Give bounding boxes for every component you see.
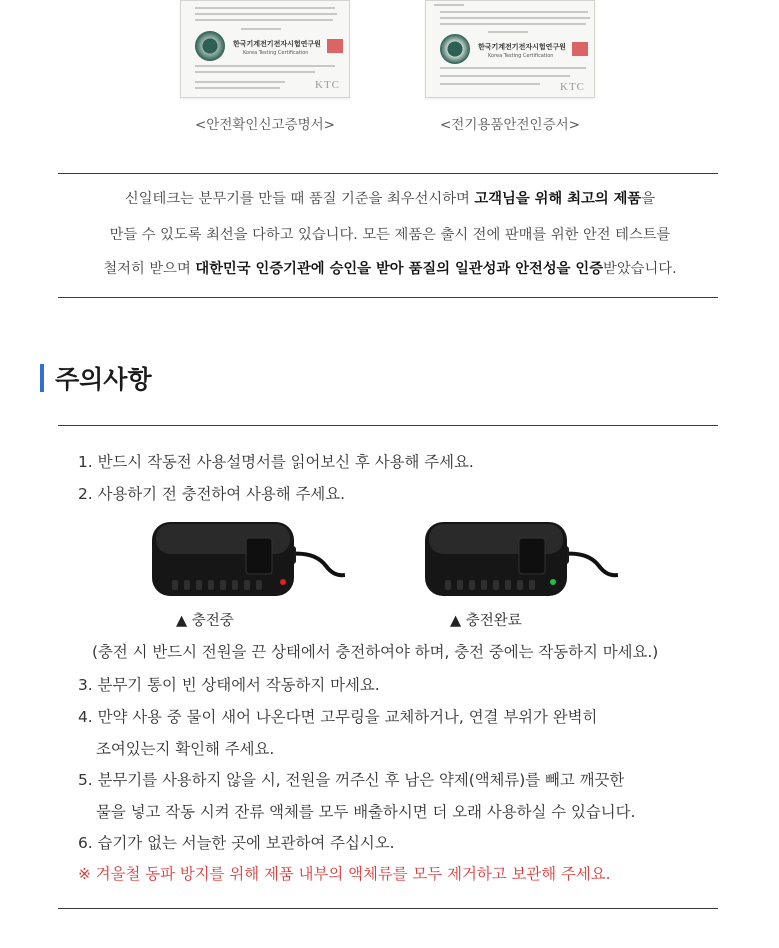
section-accent-bar [40,364,44,392]
ktc-logo: KTC [315,79,340,91]
intro-line-2: 만들 수 있도록 최선을 다하고 있습니다. 모든 제품은 출시 전에 판매를 위한 안전 테스트를 [109,227,671,243]
certificate-caption-electrical-safety: <전기용품안전인증서> [440,117,580,133]
precaution-item-6: 6. 습기가 없는 서늘한 곳에 보관하여 주십시오. [78,834,395,852]
divider [58,425,718,426]
red-stamp-icon [327,39,343,53]
caption-charge-complete: ▲ 충전완료 [450,613,522,629]
caption-charging: ▲ 충전중 [176,613,234,629]
precaution-item-4-continued: 조여있는지 확인해 주세요. [96,740,275,758]
precaution-item-1: 1. 반드시 작동전 사용설명서를 읽어보신 후 사용해 주세요. [78,453,474,471]
ktc-logo: KTC [560,81,585,93]
certificate-image-safety-confirmation [180,0,350,98]
precaution-item-5-continued: 물을 넣고 작동 시켜 잔류 액체를 모두 배출하시면 더 오래 사용하실 수 있습니다. [96,803,636,821]
complete-led-green [550,579,556,585]
intro-line-1-emphasis: 고객님을 위해 최고의 제품 [474,191,642,207]
precaution-item-3: 3. 분무기 통이 빈 상태에서 작동하지 마세요. [78,676,380,694]
winter-warning: ※ 겨울철 동파 방지를 위해 제품 내부의 액체류를 모두 제거하고 보관해 주세요. [78,865,611,883]
divider [58,908,718,909]
charging-note: (충전 시 반드시 전원을 끈 상태에서 충전하여야 하며, 충전 중에는 작동하지 마세요.) [92,643,659,661]
intro-line-3-text: 철저히 받으며 [103,261,196,277]
certificate-caption-safety-confirmation: <안전확인신고증명서> [195,117,335,133]
precaution-item-2: 2. 사용하기 전 충전하여 사용해 주세요. [78,485,346,503]
certificate-org-name: 한국기계전기전자시험연구원 [478,43,566,51]
section-title: 주의사항 [55,365,152,394]
red-stamp-icon [572,42,588,56]
charger-adapter-charging-image [150,518,345,600]
intro-line-3-emphasis: 대한민국 인증기관에 승인을 받아 품질의 일관성과 안전성을 인증 [195,261,604,277]
certificate-org-sub: Korea Testing Certification [488,53,554,59]
intro-line-1-text: 신일테크는 분무기를 만들 때 품질 기준을 최우선시하며 [124,191,475,207]
intro-line-1 [58,188,722,208]
certificate-org-sub: Korea Testing Certification [243,50,309,56]
intro-line-3-end: 받았습니다. [603,261,677,277]
precaution-item-4: 4. 만약 사용 중 물이 새어 나온다면 고무링을 교체하거나, 연결 부위가 완벽히 [78,708,598,726]
divider [58,297,718,298]
divider [58,173,718,174]
intro-line-1-end: 을 [641,191,656,207]
certificate-org-name: 한국기계전기전자시험연구원 [233,40,321,48]
charger-adapter-complete-image [423,518,618,600]
ktc-seal-icon [440,34,470,64]
precaution-item-5: 5. 분무기를 사용하지 않을 시, 전원을 꺼주신 후 남은 약제(액체류)를 빼고 깨끗한 [78,771,625,789]
charging-led-red [280,579,286,585]
certificate-image-electrical-safety [425,0,595,98]
ktc-seal-icon [195,31,225,61]
intro-line-3 [58,258,722,278]
